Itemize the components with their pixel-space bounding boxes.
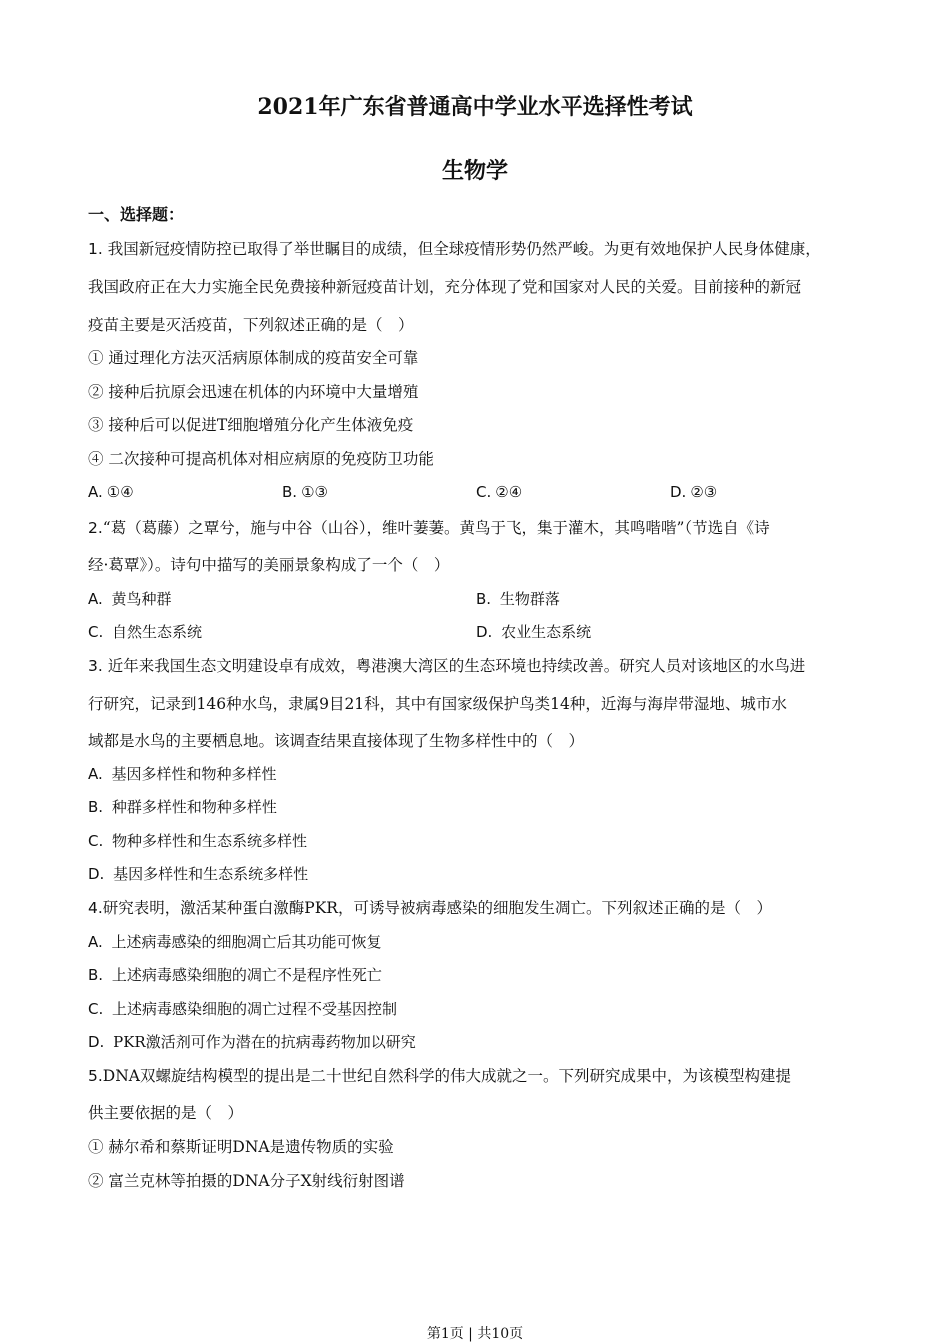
q4-option-b[interactable]: B. 上述病毒感染细胞的凋亡不是程序性死亡 [88,966,382,984]
q1-option-d[interactable]: D. ②③ [670,483,718,501]
question-number: 1. [88,240,103,258]
q5-statement-1: ① 赫尔希和蔡斯证明DNA是遗传物质的实验 [88,1138,394,1156]
q2-option-a[interactable]: A. 黄鸟种群 [88,590,172,608]
q1-line-2: 我国政府正在大力实施全民免费接种新冠疫苗计划，充分体现了党和国家对人民的关爱。目前接种的新冠 [88,278,802,296]
q3-line-1: 3. 近年来我国生态文明建设卓有成效，粤港澳大湾区的生态环境也持续改善。研究人员对该地区的水鸟进 [88,657,806,675]
q3-option-d[interactable]: D. 基因多样性和生态系统多样性 [88,865,309,883]
q3-line-2: 行研究，记录到146种水鸟，隶属9目21科，其中有国家级保护鸟类14种，近海与海岸带湿地、城市水 [88,695,787,713]
question-number: 3. [88,657,103,675]
q3-option-a[interactable]: A. 基因多样性和物种多样性 [88,765,277,783]
question-number: 5. [88,1067,103,1085]
q3-option-b[interactable]: B. 种群多样性和物种多样性 [88,798,277,816]
q1-option-c[interactable]: C. ②④ [476,483,523,501]
q1-option-a[interactable]: A. ①④ [88,483,134,501]
q2-option-d[interactable]: D. 农业生态系统 [476,623,592,641]
q4-line-1: 4.研究表明，激活某种蛋白激酶PKR，可诱导被病毒感染的细胞发生凋亡。下列叙述正确的是（ ） [88,899,772,917]
q2-line-2: 经·葛覃》）。诗句中描写的美丽景象构成了一个（ ） [88,556,450,574]
q1-option-b[interactable]: B. ①③ [282,483,328,501]
q1-statement-4: ④ 二次接种可提高机体对相应病原的免疫防卫功能 [88,450,434,468]
section-heading: 一、选择题： [88,205,185,224]
subject-title: 生物学 [441,158,508,184]
q4-option-a[interactable]: A. 上述病毒感染的细胞凋亡后其功能可恢复 [88,933,382,951]
q1-line-3: 疫苗主要是灭活疫苗，下列叙述正确的是（ ） [88,316,414,334]
q1-statement-2: ② 接种后抗原会迅速在机体的内环境中大量增殖 [88,383,419,401]
exam-title: 2021年广东省普通高中学业水平选择性考试 [257,94,693,120]
page-footer: 第1页 | 共10页 [426,1326,524,1342]
q1-statement-3: ③ 接种后可以促进T细胞增殖分化产生体液免疫 [88,416,414,434]
question-number: 2. [88,519,103,537]
q5-line-1: 5.DNA双螺旋结构模型的提出是二十世纪自然科学的伟大成就之一。下列研究成果中，为该模型构建提 [88,1067,791,1085]
q5-statement-2: ② 富兰克林等拍摄的DNA分子X射线衍射图谱 [88,1172,405,1190]
q4-option-c[interactable]: C. 上述病毒感染细胞的凋亡过程不受基因控制 [88,1000,398,1018]
q4-option-d[interactable]: D. PKR激活剂可作为潜在的抗病毒药物加以研究 [88,1033,416,1051]
q1-statement-1: ① 通过理化方法灭活病原体制成的疫苗安全可靠 [88,349,419,367]
question-number: 4. [88,899,103,917]
q3-line-3: 域都是水鸟的主要栖息地。该调查结果直接体现了生物多样性中的（ ） [88,732,585,750]
q1-line-1: 1. 我国新冠疫情防控已取得了举世瞩目的成绩，但全球疫情形势仍然严峻。为更有效地保护人民身体健康， [88,240,821,258]
q5-line-2: 供主要依据的是（ ） [88,1104,244,1122]
q3-option-c[interactable]: C. 物种多样性和生态系统多样性 [88,832,308,850]
q2-option-c[interactable]: C. 自然生态系统 [88,623,203,641]
q2-line-1: 2.“葛（葛藤）之覃兮，施与中谷（山谷），维叶萋萋。黄鸟于飞，集于灌木，其鸣喈喈”（节选自《诗 [88,519,770,537]
q2-option-b[interactable]: B. 生物群落 [476,590,560,608]
